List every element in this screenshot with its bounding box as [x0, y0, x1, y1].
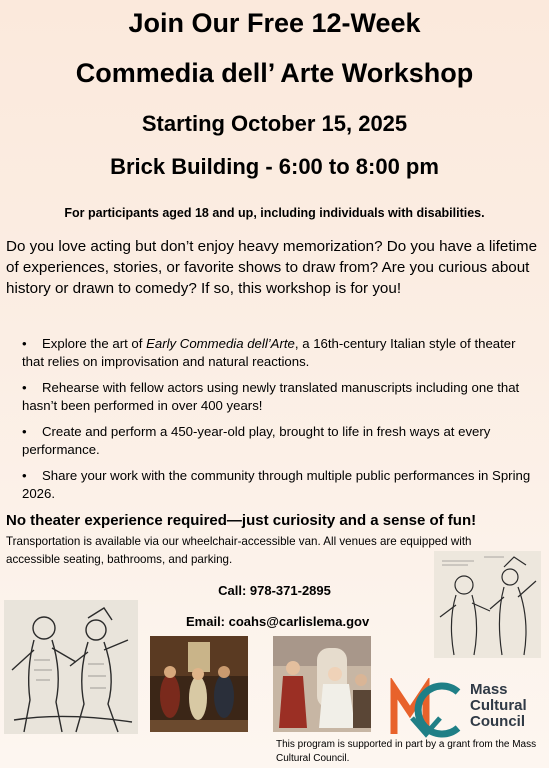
logo-wordmark — [470, 682, 527, 730]
grant-acknowledgement: This program is supported in part by a grant from the Mass Cultural Council. — [276, 739, 537, 764]
title-line-1: Join Our Free 12-Week — [128, 8, 421, 38]
list-item — [22, 379, 540, 415]
bullet-icon: • — [22, 336, 27, 351]
start-date: Starting October 15, 2025 — [141, 111, 408, 136]
list-item-text: Create and perform a 450-year-old play, brought to life in fresh ways at every performance. — [22, 424, 491, 457]
woodcut-performers-image — [434, 551, 541, 658]
location-time: Brick Building - 6:00 to 8:00 pm — [110, 154, 439, 179]
bullet-icon: • — [22, 380, 27, 395]
list-item — [22, 335, 540, 371]
list-item-text: Explore the art of — [42, 336, 147, 351]
logo-line: Mass — [470, 681, 508, 698]
list-item — [22, 467, 540, 503]
list-item-text: Share your work with the community through multiple public performances in Spring 2026. — [22, 468, 531, 501]
intro-paragraph: Do you love acting but don’t enjoy heavy memorization? Do you have a lifetime of experiences, stories, or favorite shows to draw from? Are you curious about history or drawn to comedy? If so, this workshop is for you! — [6, 238, 538, 297]
logo-line: Cultural — [470, 697, 527, 714]
list-item-text: Rehearse with fellow actors using newly translated manuscripts including one that hasn’t been performed in over 400 years! — [22, 380, 520, 413]
bullet-icon: • — [22, 468, 27, 483]
transportation-note: Transportation is available via our wheelchair-accessible van. All venues are equipped with accessible seating, bathrooms, and parking. — [6, 535, 472, 566]
list-item-text: , a 16th-century Italian style of theater that relies on improvisation and natural reactions. — [22, 336, 516, 369]
woodcut-actors-image — [4, 600, 138, 734]
list-item — [22, 423, 540, 459]
logo-line: Council — [470, 713, 525, 730]
tagline: No theater experience required—just curiosity and a sense of fun! — [6, 512, 477, 529]
stage-performance-photo — [273, 636, 371, 732]
bullet-icon: • — [22, 424, 27, 439]
phone-contact: Call: 978-371-2895 — [218, 583, 331, 598]
email-contact: Email: coahs@carlislema.gov — [186, 614, 370, 629]
list-item-emphasis: Early Commedia dell’Arte — [146, 336, 295, 351]
title-line-2: Commedia dell’ Arte Workshop — [75, 58, 474, 88]
painting-scene-image — [150, 636, 248, 732]
audience-note: For participants aged 18 and up, including individuals with disabilities. — [64, 206, 485, 220]
feature-list — [22, 335, 540, 511]
